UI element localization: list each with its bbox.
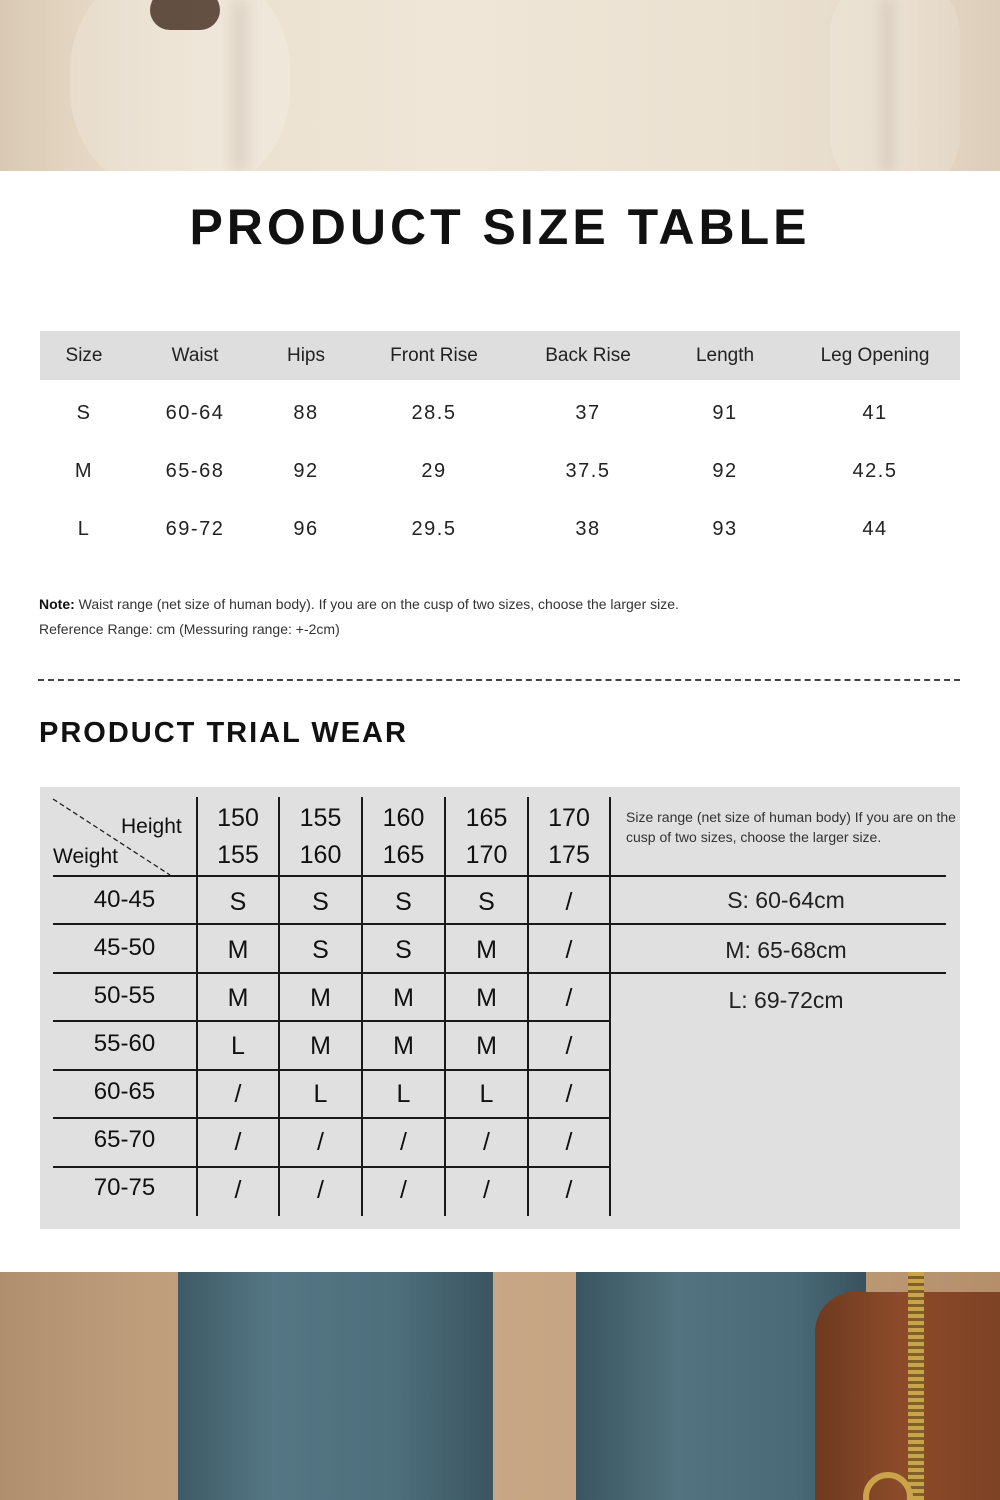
size-cell: S (395, 888, 412, 916)
size-cell: L (479, 1080, 494, 1108)
size-range-s: S: 60-64cm (727, 887, 845, 913)
bottom-product-photo (0, 1272, 1000, 1500)
size-cell: / (234, 1176, 242, 1204)
weight-row-label: 60-65 (93, 1078, 156, 1105)
size-cell: S (229, 888, 247, 916)
cell-leg-opening: 41 (862, 402, 888, 424)
corner-height-label: Height (121, 815, 182, 838)
cell-length: 93 (712, 518, 738, 540)
cell-leg-opening: 42.5 (852, 460, 898, 482)
header-length: Length (695, 345, 755, 366)
header-front-rise: Front Rise (390, 345, 478, 366)
size-cell: / (565, 1176, 573, 1204)
size-range-note: Size range (net size of human body) If you are on the cusp of two sizes, choose the larger size. (626, 809, 956, 845)
page-title: PRODUCT SIZE TABLE (189, 199, 811, 255)
weight-row-label: 70-75 (93, 1174, 156, 1201)
size-cell: / (565, 1080, 573, 1108)
size-cell: M (393, 984, 414, 1012)
size-table (40, 331, 960, 576)
size-cell: / (565, 1128, 573, 1156)
cell-hips: 96 (293, 518, 319, 540)
size-cell: M (227, 984, 249, 1012)
header-size: Size (65, 345, 103, 366)
weight-row-label: 50-55 (93, 982, 156, 1009)
size-cell: S (478, 888, 495, 916)
size-cell: L (231, 1032, 245, 1060)
reference-range: Reference Range: cm (Messuring range: +-2cm) (39, 621, 340, 637)
size-cell: / (483, 1176, 490, 1204)
trial-wear-table (40, 787, 960, 1229)
size-cell: / (400, 1176, 407, 1204)
cell-waist: 69-72 (165, 518, 225, 540)
cell-size: M (74, 460, 94, 482)
cell-length: 92 (712, 460, 738, 482)
header-back-rise: Back Rise (545, 345, 631, 366)
size-cell: M (476, 1032, 497, 1060)
cell-back-rise: 37 (575, 402, 601, 424)
weight-row-label: 40-45 (93, 886, 156, 913)
cell-back-rise: 38 (575, 518, 601, 540)
cell-front-rise: 29 (421, 460, 447, 482)
size-cell: / (400, 1128, 407, 1156)
size-range-m: M: 65-68cm (725, 937, 847, 963)
size-cell: / (317, 1176, 324, 1204)
cell-length: 91 (712, 402, 738, 424)
size-cell: M (310, 1032, 331, 1060)
size-cell: / (234, 1080, 242, 1108)
size-cell: M (310, 984, 331, 1012)
height-column-170-175: 170 175 (548, 804, 590, 869)
size-cell: / (565, 984, 573, 1012)
cell-size: S (76, 402, 92, 424)
weight-row-label: 55-60 (93, 1030, 156, 1057)
size-cell: L (313, 1080, 328, 1108)
table-row (40, 518, 960, 576)
trial-wear-title: PRODUCT TRIAL WEAR (39, 717, 408, 749)
size-cell: S (395, 936, 412, 964)
size-cell: S (312, 888, 329, 916)
height-column-165-170: 165 170 (465, 804, 508, 869)
height-column-160-165: 160 165 (382, 804, 425, 869)
cell-waist: 60-64 (165, 402, 225, 424)
size-cell: S (312, 936, 329, 964)
size-cell: M (393, 1032, 414, 1060)
size-cell: M (476, 984, 497, 1012)
cell-hips: 92 (293, 460, 319, 482)
header-waist: Waist (171, 345, 219, 366)
size-cell: / (565, 936, 573, 964)
cell-leg-opening: 44 (862, 518, 888, 540)
height-column-155-160: 155 160 (299, 804, 342, 869)
cell-waist: 65-68 (165, 460, 225, 482)
size-cell: / (565, 1032, 573, 1060)
height-column-150-155: 150 155 (217, 804, 259, 869)
note-label: Note: (39, 596, 75, 612)
section-divider (38, 679, 960, 681)
header-hips: Hips (286, 345, 325, 366)
header-leg-opening: Leg Opening (820, 345, 930, 366)
size-table-header (40, 331, 960, 380)
cell-size: L (77, 518, 91, 540)
corner-weight-label: Weight (53, 845, 118, 868)
note-text: Waist range (net size of human body). If you are on the cusp of two sizes, choose the larger size. (78, 596, 679, 612)
weight-row-label: 45-50 (93, 934, 156, 961)
size-cell: L (396, 1080, 411, 1108)
size-range-l: L: 69-72cm (728, 987, 844, 1013)
size-note (39, 596, 679, 612)
cell-back-rise: 37.5 (565, 460, 611, 482)
size-cell: M (476, 936, 497, 964)
cell-front-rise: 29.5 (411, 518, 457, 540)
weight-row-label: 65-70 (93, 1126, 156, 1153)
size-cell: / (565, 888, 573, 916)
top-product-photo (0, 0, 1000, 171)
cell-hips: 88 (293, 402, 319, 424)
table-row (40, 460, 960, 518)
cell-front-rise: 28.5 (411, 402, 457, 424)
table-row (40, 402, 960, 460)
size-cell: M (227, 936, 249, 964)
size-cell: / (483, 1128, 490, 1156)
size-cell: / (317, 1128, 324, 1156)
size-cell: / (234, 1128, 242, 1156)
